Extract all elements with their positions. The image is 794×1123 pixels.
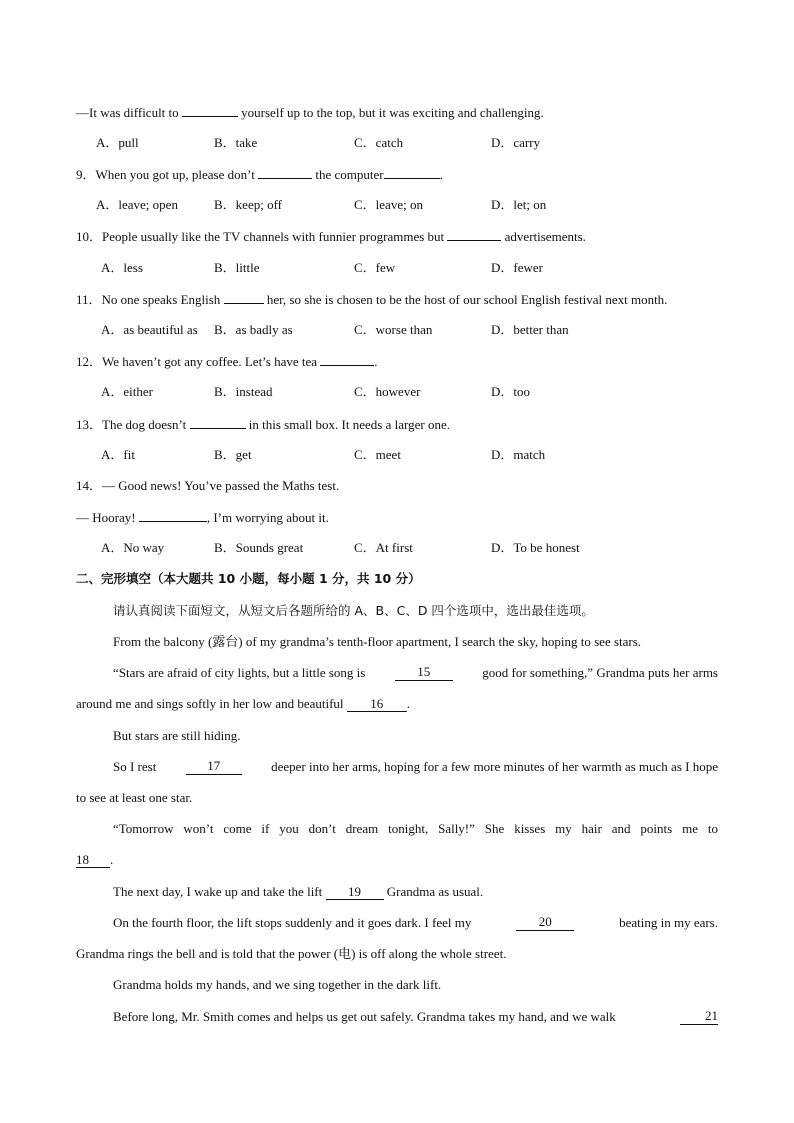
option-b[interactable]: B．as badly as — [214, 322, 293, 337]
option-b[interactable]: B．take — [214, 135, 258, 150]
cloze-blank-21[interactable]: 21 — [680, 1009, 718, 1025]
option-b[interactable]: B．little — [214, 260, 260, 275]
passage-paragraph-6 — [113, 884, 483, 900]
answer-blank — [384, 166, 440, 179]
option-d[interactable]: D．match — [491, 447, 546, 462]
passage-text: . — [406, 696, 411, 711]
answer-blank — [139, 509, 207, 522]
passage-paragraph-7-line-2: Grandma rings the bell and is told that the power (电) is off along the whole street. — [76, 946, 507, 961]
option-c[interactable]: C．meet — [354, 447, 401, 462]
option-d[interactable]: D．To be honest — [491, 540, 580, 555]
cloze-blank-19[interactable]: 19 — [326, 885, 384, 900]
stem-text: yourself up to the top, but it was exciting and challenging. — [241, 105, 544, 120]
option-a[interactable]: A．less — [101, 260, 143, 275]
cloze-blank-18[interactable]: 18 — [76, 853, 110, 868]
option-a[interactable]: A．either — [101, 384, 153, 399]
option-c[interactable]: C．catch — [354, 135, 404, 150]
question-14-line-2 — [76, 509, 329, 526]
question-8-stem — [76, 104, 544, 121]
stem-text: 10．People usually like the TV channels with funnier programmes but — [76, 229, 445, 244]
stem-text: , I’m worrying about it. — [206, 510, 329, 525]
answer-blank — [320, 353, 374, 366]
stem-text: 11．No one speaks English — [76, 292, 221, 307]
option-a[interactable]: A．pull — [96, 135, 139, 150]
answer-blank — [224, 291, 264, 304]
question-9-stem — [76, 166, 443, 183]
stem-text: advertisements. — [504, 229, 586, 244]
answer-blank — [258, 166, 312, 179]
question-12-stem — [76, 353, 378, 370]
question-10-stem — [76, 228, 586, 245]
passage-text: On the fourth floor, the lift stops suddenly and it goes dark. I feel my — [113, 915, 472, 930]
passage-text: around me and sings softly in her low and beautiful — [76, 696, 344, 711]
passage-text: “Stars are afraid of city lights, but a little song is — [113, 665, 366, 680]
option-a[interactable]: A．as beautiful as — [101, 322, 198, 337]
option-c[interactable]: C．At first — [354, 540, 413, 555]
stem-text: —It was difficult to — [76, 105, 179, 120]
stem-text: . — [439, 167, 443, 182]
stem-text: — Hooray! — [76, 510, 136, 525]
option-c[interactable]: C．few — [354, 260, 396, 275]
option-d[interactable]: D．let; on — [491, 197, 547, 212]
option-d[interactable]: D．better than — [491, 322, 569, 337]
passage-text: Grandma as usual. — [386, 884, 484, 899]
option-c[interactable]: C．worse than — [354, 322, 433, 337]
passage-paragraph-2-line-1 — [113, 665, 718, 681]
option-c[interactable]: C．leave; on — [354, 197, 423, 212]
passage-text: The next day, I wake up and take the lift — [113, 884, 323, 899]
option-b[interactable]: B．get — [214, 447, 252, 462]
stem-text: 9．When you got up, please don’t — [76, 167, 255, 182]
option-b[interactable]: B．Sounds great — [214, 540, 304, 555]
question-14-line-1: 14．— Good news! You’ve passed the Maths test. — [76, 478, 340, 493]
option-a[interactable]: A．leave; open — [96, 197, 178, 212]
stem-text: 13．The dog doesn’t — [76, 417, 187, 432]
section-instruction: 请认真阅读下面短文，从短文后各题所给的 A、B、C、D 四个选项中，选出最佳选项。 — [113, 603, 594, 618]
passage-text: . — [110, 852, 114, 867]
option-a[interactable]: A．No way — [101, 540, 165, 555]
cloze-blank-17[interactable]: 17 — [186, 759, 242, 775]
stem-text: . — [374, 354, 378, 369]
cloze-blank-15[interactable]: 15 — [395, 665, 453, 681]
passage-text: deeper into her arms, hoping for a few more minutes of her warmth as much as I hope — [271, 759, 718, 774]
cloze-blank-20[interactable]: 20 — [516, 915, 574, 931]
answer-blank — [190, 416, 246, 429]
option-d[interactable]: D．carry — [491, 135, 541, 150]
passage-paragraph-2-line-2 — [76, 696, 410, 712]
passage-paragraph-8: Grandma holds my hands, and we sing together in the dark lift. — [113, 977, 442, 992]
answer-blank — [447, 228, 501, 241]
section-heading: 二、完形填空（本大题共 10 小题，每小题 1 分，共 10 分） — [76, 571, 421, 586]
stem-text: in this small box. It needs a larger one. — [248, 417, 450, 432]
passage-text: So I rest — [113, 759, 157, 774]
passage-paragraph-3: But stars are still hiding. — [113, 728, 241, 743]
option-d[interactable]: D．too — [491, 384, 531, 399]
stem-text: 12．We haven’t got any coffee. Let’s have tea — [76, 354, 318, 369]
option-c[interactable]: C．however — [354, 384, 421, 399]
stem-text: the computer — [315, 167, 384, 182]
passage-text: beating in my ears. — [619, 915, 718, 930]
stem-text: her, so she is chosen to be the host of our school English festival next month. — [266, 292, 668, 307]
question-13-stem — [76, 416, 450, 433]
passage-paragraph-1: From the balcony (露台) of my grandma’s tenth-floor apartment, I search the sky, hoping to see stars. — [113, 634, 642, 649]
question-11-stem — [76, 291, 667, 308]
option-a[interactable]: A．fit — [101, 447, 135, 462]
option-b[interactable]: B．keep; off — [214, 197, 282, 212]
passage-paragraph-5-line-2 — [76, 852, 113, 868]
passage-text: Before long, Mr. Smith comes and helps us get out safely. Grandma takes my hand, and we walk — [113, 1009, 616, 1024]
answer-blank — [182, 104, 238, 117]
cloze-blank-16[interactable]: 16 — [347, 697, 407, 712]
passage-paragraph-7-line-1 — [113, 915, 718, 931]
option-b[interactable]: B．instead — [214, 384, 273, 399]
passage-paragraph-4-line-1 — [113, 759, 718, 775]
passage-paragraph-9-line-1 — [113, 1009, 718, 1025]
passage-text: good for something,” Grandma puts her arms — [482, 665, 718, 680]
option-d[interactable]: D．fewer — [491, 260, 543, 275]
passage-paragraph-4-line-2: to see at least one star. — [76, 790, 193, 805]
passage-paragraph-5-line-1: “Tomorrow won’t come if you don’t dream tonight, Sally!” She kisses my hair and points me to — [113, 821, 718, 836]
